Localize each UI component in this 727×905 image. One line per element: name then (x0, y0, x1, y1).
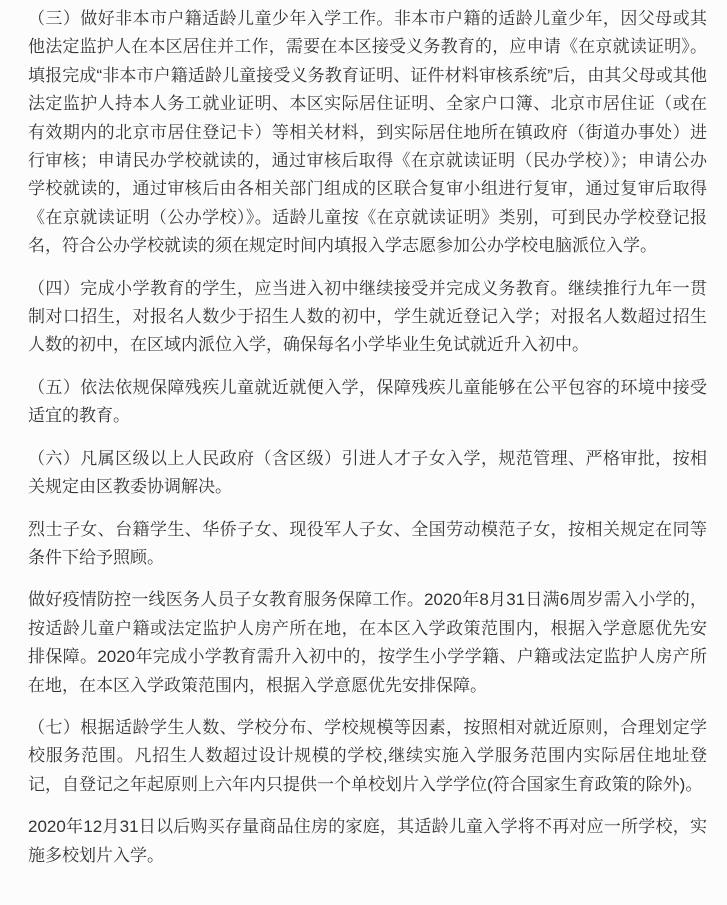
paragraph-multi-school-zoning: 2020年12月31日以后购买存量商品住房的家庭，其适龄儿童入学将不再对应一所学校，实施多校划片入学。 (28, 817, 707, 865)
paragraph-preferential-care: 烈士子女、台籍学生、华侨子女、现役军人子女、全国劳动模范子女，按相关规定在同等条件下给予照顾。 (28, 519, 707, 567)
paragraph-epidemic-medical-staff: 做好疫情防控一线医务人员子女教育服务保障工作。2020年8月31日满6周岁需入小学的，按适龄儿童户籍或法定监护人房产所在地，在本区入学政策范围内，根据入学意愿优先安排保障。2020年完成小学教育需升入初中的，按学生小学学籍、户籍或法定监护人房产所在地，在本区入学政策范围内，根据入学意愿优先安排保障。 (28, 590, 707, 695)
paragraph-item-7: （七）根据适龄学生人数、学校分布、学校规模等因素，按照相对就近原则，合理划定学校服务范围。凡招生人数超过设计规模的学校,继续实施入学服务范围内实际居住地址登记，自登记之年起原则上六年内只提供一个单校划片入学学位(符合国家生育政策的除外)。 (28, 717, 707, 794)
paragraph-item-5: （五）依法依规保障残疾儿童就近就便入学，保障残疾儿童能够在公平包容的环境中接受适宜的教育。 (28, 377, 707, 426)
paragraph-item-3: （三）做好非本市户籍适龄儿童少年入学工作。非本市户籍的适龄儿童少年，因父母或其他法定监护人在本区居住并工作，需要在本区接受义务教育的，应申请《在京就读证明》。填报完成“非本市户籍适龄儿童接受义务教育证明、证件材料审核系统”后，由其父母或其他法定监护人持本人务工就业证明、本区实际居住证明、全家户口簿、北京市居住证（或在有效期内的北京市居住登记卡）等相关材料，到实际居住地所在镇政府（街道办事处）进行审核；申请民办学校就读的，通过审核后取得《在京就读证明（民办学校）》；申请公办学校就读的，通过审核后由各相关部门组成的区联合复审小组进行复审，通过复审后取得《在京就读证明（公办学校）》。适龄儿童按《在京就读证明》类别，可到民办学校登记报名，符合公办学校就读的须在规定时间内填报入学志愿参加公办学校电脑派位入学。 (28, 9, 707, 256)
paragraph-item-4: （四）完成小学教育的学生，应当进入初中继续接受并完成义务教育。继续推行九年一贯制对口招生，对报名人数少于招生人数的初中，学生就近登记入学；对报名人数超过招生人数的初中，在区域内派位入学，确保每名小学毕业生免试就近升入初中。 (28, 278, 707, 355)
paragraph-item-6: （六）凡属区级以上人民政府（含区级）引进人才子女入学，规范管理、严格审批，按相关规定由区教委协调解决。 (28, 448, 707, 497)
